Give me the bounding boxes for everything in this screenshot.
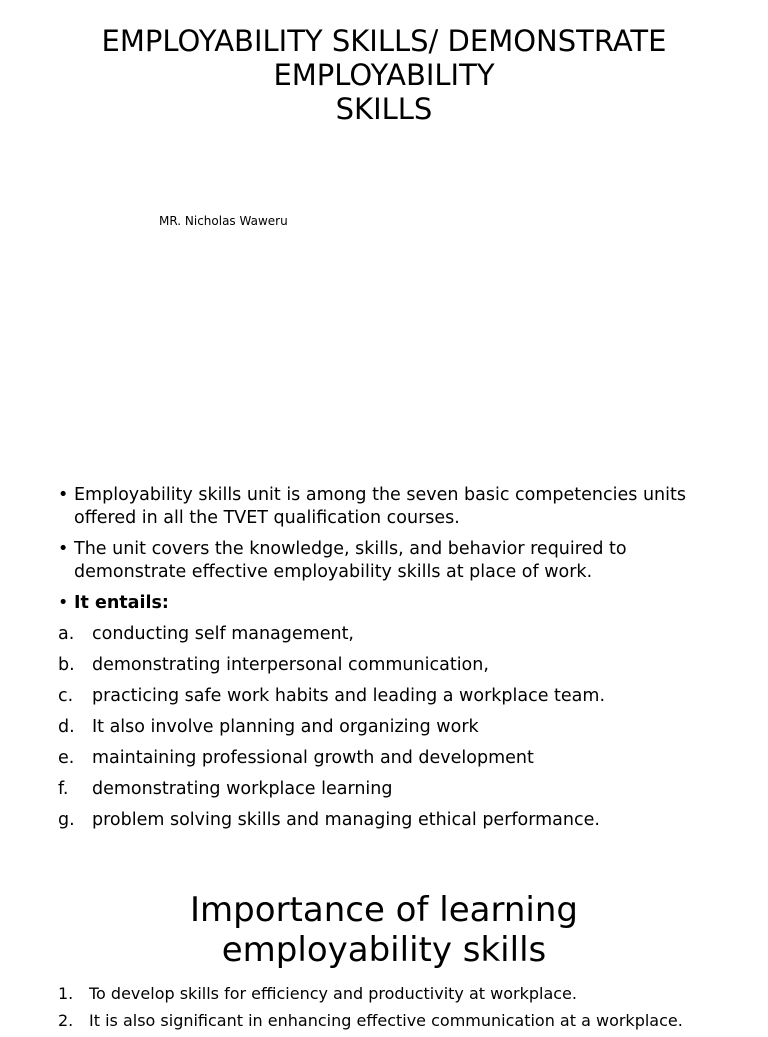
list-item	[58, 1010, 738, 1032]
section-title	[0, 890, 768, 970]
list-text: conducting self management,	[92, 624, 354, 644]
list-item	[58, 623, 738, 646]
section-title-line: employability skills	[221, 930, 547, 970]
bullet-mark: •	[58, 485, 69, 505]
bullet-item	[58, 538, 738, 584]
list-text: demonstrating interpersonal communication,	[92, 655, 489, 675]
bullet-text: The unit covers the knowledge, skills, and behavior required to demonstrate effective employability skills at place of work.	[74, 539, 627, 582]
intro-list	[58, 484, 738, 840]
list-marker: a.	[58, 624, 75, 644]
bullet-item	[58, 592, 738, 615]
list-item	[58, 747, 738, 770]
title-line: EMPLOYABILITY	[273, 58, 495, 92]
bullet-mark: •	[58, 593, 69, 613]
list-text: practicing safe work habits and leading a workplace team.	[92, 686, 606, 706]
list-text: maintaining professional growth and development	[92, 748, 534, 768]
bullet-text: Employability skills unit is among the seven basic competencies units offered in all the TVET qualification courses.	[74, 485, 686, 528]
list-marker: b.	[58, 655, 75, 675]
list-item	[58, 716, 738, 739]
title-line: EMPLOYABILITY SKILLS/ DEMONSTRATE	[101, 24, 667, 58]
author-name: MR. Nicholas Waweru	[159, 214, 288, 228]
list-text: To develop skills for efficiency and productivity at workplace.	[89, 984, 577, 1003]
list-marker: d.	[58, 717, 75, 737]
list-marker: g.	[58, 810, 75, 830]
list-marker: 2.	[58, 1011, 74, 1030]
bullet-mark: •	[58, 539, 69, 559]
list-marker: c.	[58, 686, 74, 706]
bullet-item	[58, 484, 738, 530]
list-text: It is also significant in enhancing effective communication at a workplace.	[89, 1011, 683, 1030]
document-title	[0, 24, 768, 126]
title-line: SKILLS	[335, 92, 433, 126]
bullet-text: It entails:	[74, 593, 169, 613]
list-item	[58, 654, 738, 677]
list-item	[58, 983, 738, 1005]
list-marker: 1.	[58, 984, 74, 1003]
list-item	[58, 685, 738, 708]
list-marker: e.	[58, 748, 75, 768]
list-marker: f.	[58, 779, 69, 799]
section-title-line: Importance of learning	[190, 890, 578, 930]
importance-list	[58, 983, 738, 1037]
list-item	[58, 778, 738, 801]
list-text: It also involve planning and organizing work	[92, 717, 479, 737]
list-text: demonstrating workplace learning	[92, 779, 393, 799]
list-item	[58, 809, 738, 832]
list-text: problem solving skills and managing ethical performance.	[92, 810, 600, 830]
